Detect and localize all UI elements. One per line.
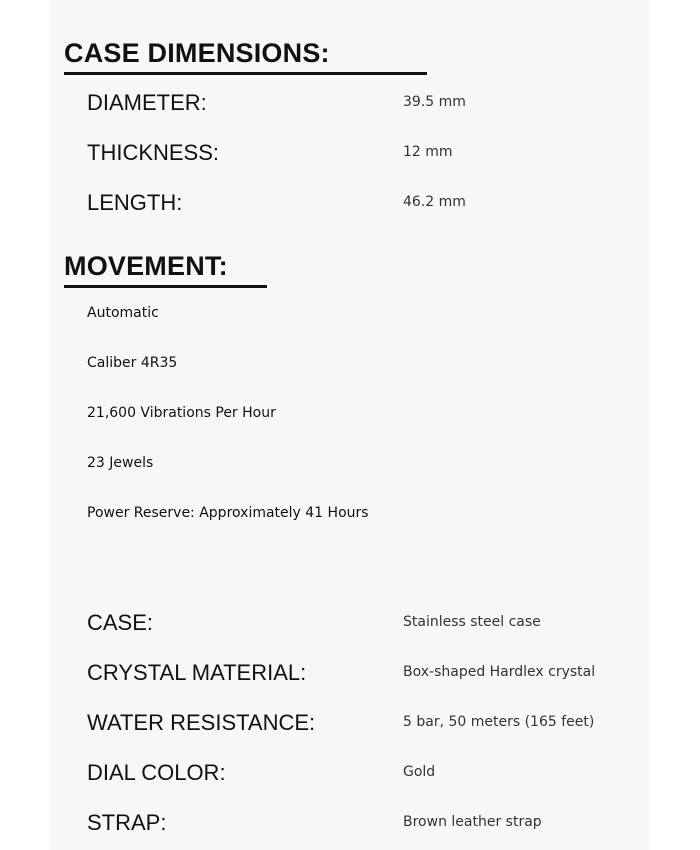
- spec-label-diameter: DIAMETER:: [87, 90, 207, 115]
- case-dimensions-underline: [64, 72, 427, 75]
- movement-item: Automatic: [87, 305, 159, 321]
- spec-label-crystal-material: CRYSTAL MATERIAL:: [87, 660, 307, 685]
- spec-value-strap: Brown leather strap: [403, 814, 542, 830]
- movement-item: Caliber 4R35: [87, 355, 178, 371]
- spec-label-case: CASE:: [87, 610, 154, 635]
- movement-item: 23 Jewels: [87, 455, 154, 471]
- spec-value-crystal-material: Box-shaped Hardlex crystal: [403, 664, 596, 680]
- movement-heading: MOVEMENT:: [64, 251, 228, 281]
- movement-item: Power Reserve: Approximately 41 Hours: [87, 505, 369, 521]
- spec-sheet: [50, 0, 650, 850]
- spec-label-dial-color: DIAL COLOR:: [87, 760, 226, 785]
- spec-value-length: 46.2 mm: [403, 194, 466, 210]
- case-dimensions-heading: CASE DIMENSIONS:: [64, 38, 330, 68]
- spec-label-thickness: THICKNESS:: [87, 140, 220, 165]
- movement-underline: [64, 285, 267, 288]
- spec-label-strap: STRAP:: [87, 810, 167, 835]
- spec-value-case: Stainless steel case: [403, 614, 541, 630]
- spec-value-diameter: 39.5 mm: [403, 94, 466, 110]
- spec-value-dial-color: Gold: [403, 764, 436, 780]
- spec-label-water-resistance: WATER RESISTANCE:: [87, 710, 316, 735]
- spec-value-thickness: 12 mm: [403, 144, 453, 160]
- movement-item: 21,600 Vibrations Per Hour: [87, 405, 276, 421]
- spec-value-water-resistance: 5 bar, 50 meters (165 feet): [403, 714, 595, 730]
- spec-label-length: LENGTH:: [87, 190, 183, 215]
